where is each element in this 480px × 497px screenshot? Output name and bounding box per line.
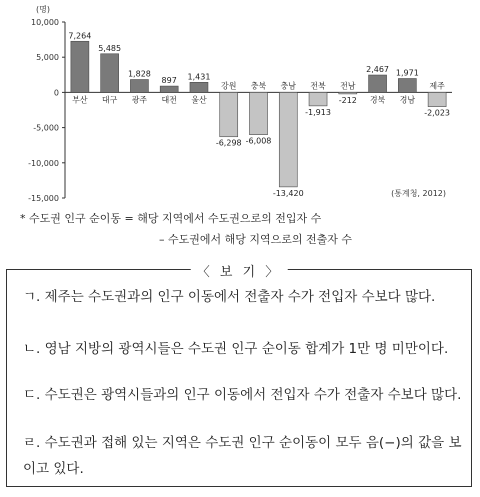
- value-label: 897: [161, 76, 177, 86]
- value-label: -2,023: [424, 108, 451, 118]
- choice-item-3: ㄷ. 수도권은 광역시들과의 인구 이동에서 전입자 수가 전출자 수보다 많다.: [23, 387, 462, 403]
- value-label: -1,913: [305, 107, 331, 117]
- category-label: 제주: [429, 81, 445, 91]
- y-tick-label: -15,000: [28, 194, 59, 203]
- bar-10: [339, 92, 357, 93]
- value-label: -13,420: [272, 188, 304, 198]
- category-label: 충남: [280, 81, 297, 91]
- choice-item-2: ㄴ. 영남 지방의 광역시들은 수도권 인구 순이동 합계가 1만 명 미만이다.: [23, 341, 449, 357]
- y-axis-unit: (명): [36, 5, 50, 14]
- category-label: 광주: [131, 95, 148, 105]
- value-label: 1,431: [187, 72, 211, 82]
- category-label: 경남: [399, 95, 416, 105]
- choice-item-1: ㄱ. 제주는 수도권과의 인구 이동에서 전출자 수가 전입자 수보다 많다.: [23, 289, 436, 305]
- bars-group: [71, 41, 446, 187]
- bar-4: [160, 86, 178, 92]
- y-tick-label: 10,000: [31, 18, 59, 27]
- bar-5: [190, 82, 208, 92]
- value-label: -212: [338, 95, 357, 105]
- category-label: 전남: [340, 81, 356, 91]
- category-label: 부산: [72, 95, 88, 105]
- y-tick-label: 5,000: [36, 53, 59, 63]
- choice-item-4: ㄹ. 수도권과 접해 있는 지역은 수도권 인구 순이동이 모두 음(−)의 값을 보이고 있다.: [23, 435, 462, 477]
- value-label: 5,485: [98, 43, 122, 53]
- value-label: -6,298: [215, 138, 242, 148]
- value-label: 7,264: [68, 31, 92, 41]
- category-label: 울산: [191, 95, 207, 105]
- bar-1: [71, 41, 89, 92]
- y-axis-ticks: [28, 18, 65, 203]
- source-label: (통계청, 2012): [391, 189, 446, 198]
- bar-7: [250, 92, 268, 134]
- footnote-line-1: * 수도권 인구 순이동 = 해당 지역에서 수도권으로의 전입자 수: [20, 212, 322, 225]
- footnote-line-2: – 수도권에서 해당 지역으로의 전출자 수: [159, 233, 352, 246]
- category-label: 충북: [250, 81, 267, 91]
- y-tick-label: -10,000: [28, 158, 59, 168]
- value-label: 1,828: [127, 69, 151, 79]
- choices-box-title: 〈 보 기 〉: [191, 261, 288, 280]
- choices-box-title-text: 보 기: [219, 265, 259, 280]
- category-label: 대구: [101, 95, 118, 105]
- y-tick-label: 0: [53, 88, 59, 98]
- bar-8: [279, 92, 297, 186]
- value-label: 2,467: [366, 65, 390, 75]
- bar-2: [101, 54, 119, 93]
- bar-3: [130, 80, 148, 93]
- bar-11: [369, 75, 387, 92]
- category-label: 경북: [369, 95, 386, 105]
- y-tick-label: -5,000: [33, 123, 59, 133]
- bar-9: [309, 92, 327, 105]
- bar-13: [428, 92, 446, 106]
- category-label: 강원: [220, 81, 237, 91]
- bar-12: [398, 79, 416, 93]
- net-migration-bar-chart: [0, 0, 480, 215]
- value-label: 1,971: [395, 68, 419, 78]
- category-label: 대전: [161, 95, 177, 105]
- value-label: -6,008: [245, 136, 272, 146]
- choices-box: [6, 265, 472, 487]
- bar-6: [220, 92, 238, 136]
- category-label: 전북: [310, 81, 326, 91]
